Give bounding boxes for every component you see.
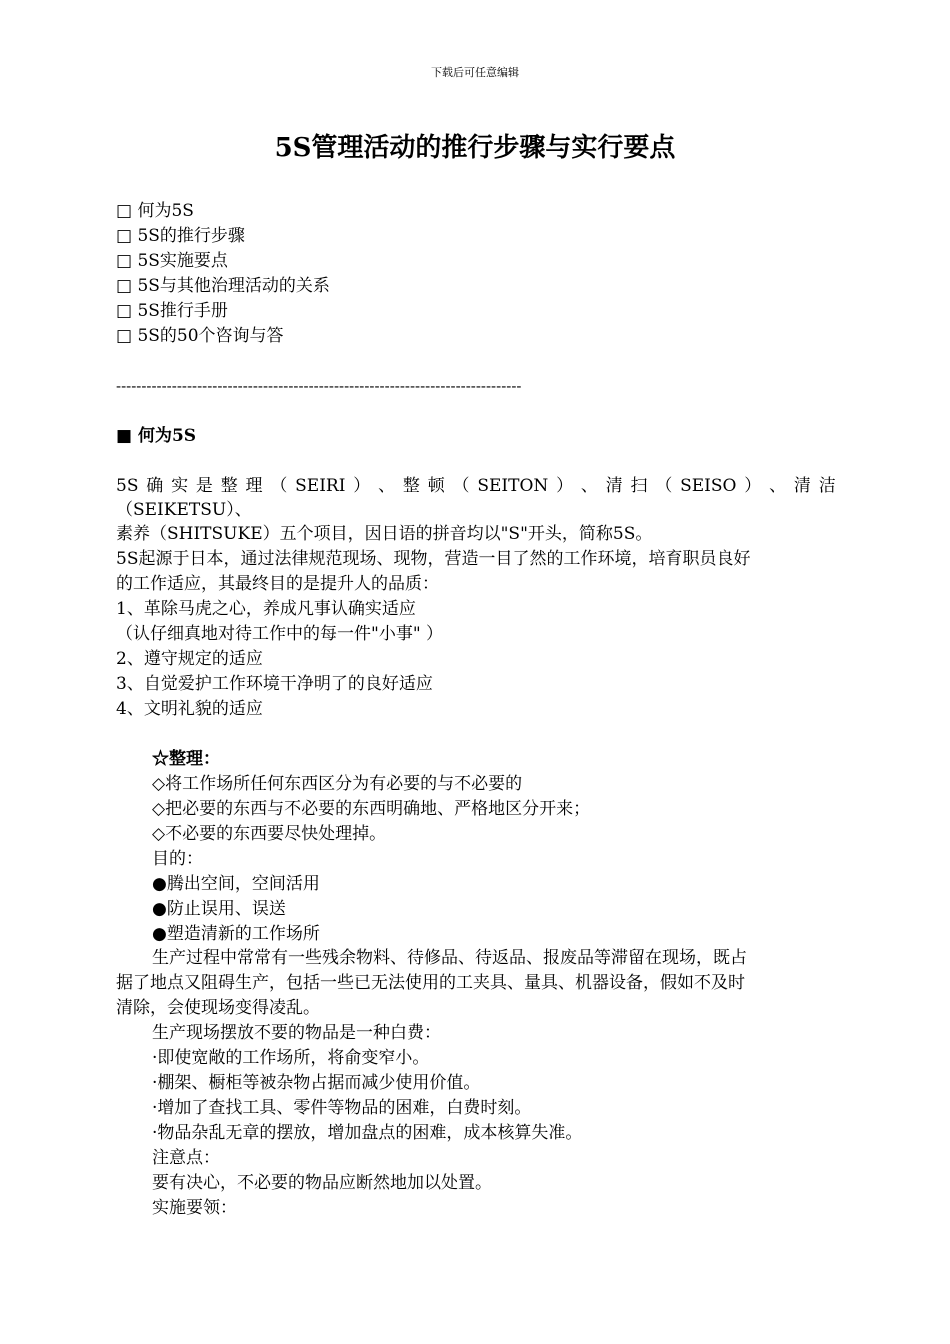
purpose-item: ●塑造清新的工作场所: [152, 924, 320, 944]
paragraph-line: 清除，会使现场变得凌乱。: [116, 998, 320, 1018]
waste-item: ·增加了查找工具、零件等物品的困难，白费时刻。: [152, 1098, 532, 1118]
waste-item: ·棚架、橱柜等被杂物占据而减少使用价值。: [152, 1073, 481, 1093]
intro-word: 清: [793, 476, 811, 496]
waste-intro: 生产现场摆放不要的物品是一种白费：: [152, 1023, 441, 1043]
intro-line: 4、文明礼貌的适应: [116, 699, 263, 719]
purpose-item: ●防止误用、误送: [152, 899, 286, 919]
note-text: 要有决心，不必要的物品应断然地加以处置。: [152, 1173, 492, 1193]
intro-word: SEITON: [477, 476, 549, 496]
intro-word: 清: [605, 476, 623, 496]
intro-word: 顿: [427, 476, 445, 496]
toc-item: □ 何为5S: [116, 201, 194, 221]
toc-item: □ 5S推行手册: [116, 301, 228, 321]
toc-item: □ 5S的推行步骤: [116, 226, 245, 246]
intro-word: 实: [171, 476, 189, 496]
purpose-label: 目的：: [152, 849, 203, 869]
seiri-point: ◇将工作场所任何东西区分为有必要的与不必要的: [152, 774, 523, 794]
intro-justified-line: [116, 474, 836, 499]
intro-line: （SEIKETSU）、: [116, 500, 252, 520]
intro-word: 是: [195, 476, 213, 496]
intro-line: 3、自觉爱护工作环境干净明了的良好适应: [116, 674, 433, 694]
document-title: 5S管理活动的推行步骤与实行要点: [274, 133, 676, 163]
intro-word: SEIRI: [295, 476, 346, 496]
intro-word: SEISO: [680, 476, 737, 496]
intro-word: （: [655, 476, 673, 496]
intro-word: 整: [402, 476, 420, 496]
intro-word: 洁: [818, 476, 836, 496]
section-heading: ■ 何为5S: [116, 426, 197, 446]
seiri-heading: ☆整理：: [152, 749, 220, 769]
intro-word: 5S: [116, 476, 139, 496]
intro-line: 5S起源于日本，通过法律规范现场、现物，营造一目了然的工作环境，培育职员良好: [116, 549, 751, 569]
intro-line: 1、革除马虎之心，养成凡事认确实适应: [116, 599, 416, 619]
intro-word: 确: [146, 476, 164, 496]
intro-line: 的工作适应，其最终目的是提升人的品质：: [116, 574, 439, 594]
toc-item: □ 5S与其他治理活动的关系: [116, 276, 330, 296]
note-label: 注意点：: [152, 1148, 220, 1168]
toc-item: □ 5S的50个咨询与答: [116, 326, 284, 346]
intro-word: ）: [744, 476, 762, 496]
intro-line: （认仔细真地对待工作中的每一件"小事" ）: [116, 624, 444, 644]
waste-item: ·即使宽敞的工作场所，将俞变窄小。: [152, 1048, 430, 1068]
intro-word: ）: [353, 476, 371, 496]
intro-word: 扫: [630, 476, 648, 496]
intro-word: （: [270, 476, 288, 496]
intro-line: 素养（SHITSUKE）五个项目，因日语的拼音均以"S"开头，简称5S。: [116, 524, 653, 544]
paragraph-line: 生产过程中常常有一些残余物料、待修品、待返品、报废品等滞留在现场，既占: [152, 948, 747, 968]
toc-item: □ 5S实施要点: [116, 251, 228, 271]
intro-line: 2、遵守规定的适应: [116, 649, 263, 669]
intro-word: 整: [220, 476, 238, 496]
paragraph-line: 据了地点又阻碍生产，包括一些已无法使用的工夹具、量具、机器设备，假如不及时: [116, 973, 745, 993]
seiri-point: ◇把必要的东西与不必要的东西明确地、严格地区分开来；: [152, 799, 591, 819]
intro-word: 理: [245, 476, 263, 496]
purpose-item: ●腾出空间，空间活用: [152, 874, 320, 894]
intro-word: （: [452, 476, 470, 496]
intro-word: 、: [378, 476, 396, 496]
header-note: 下载后可任意编辑: [431, 66, 519, 79]
method-label: 实施要领：: [152, 1198, 237, 1218]
intro-word: 、: [580, 476, 598, 496]
intro-word: ）: [556, 476, 574, 496]
divider: --------------------------------------------------------------------------------: [116, 377, 522, 395]
seiri-point: ◇不必要的东西要尽快处理掉。: [152, 824, 387, 844]
intro-word: 、: [769, 476, 787, 496]
waste-item: ·物品杂乱无章的摆放，增加盘点的困难，成本核算失准。: [152, 1123, 583, 1143]
